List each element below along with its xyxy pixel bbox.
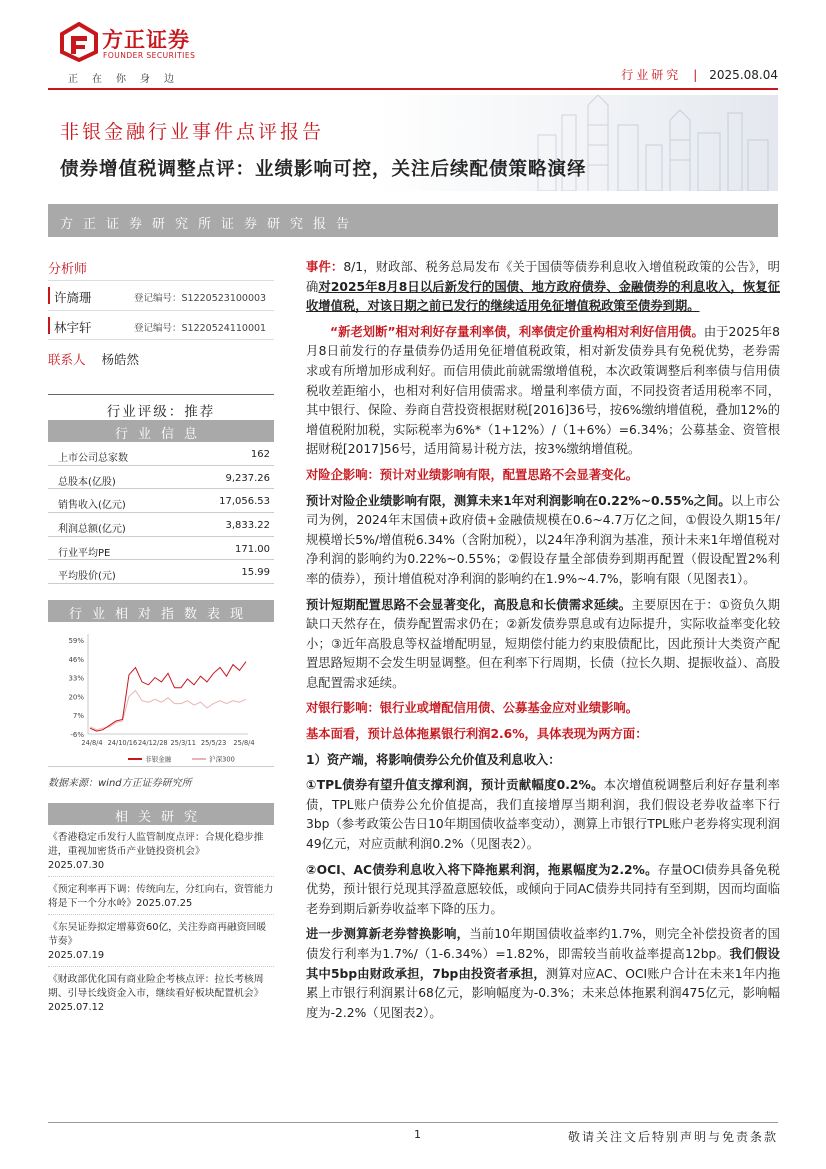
- paragraph-text: 以上市公司为例，2024年末国债+政府债+金融债规模在0.6~4.7万亿之间，①假设久期15年/规模增长5%/增值税6.34%（含附加税），以24年净利润为基准，预计未来1年增值税对净利润的影响约为0.22%~0.55%；②假设存量全部债券到期再配置（假设配置2%利率的债券），预计增值税对净利润的影响约在1.9%~4.7%，影响有限（见图表1）。: [306, 493, 780, 586]
- related-report[interactable]: [48, 831, 274, 877]
- info-key: 上市公司总家数: [58, 453, 128, 464]
- report-type: 非银金融行业事件点评报告: [60, 121, 325, 143]
- info-key: 平均股价(元): [58, 571, 116, 583]
- info-row: [48, 560, 274, 584]
- legend-label: 沪深300: [209, 755, 235, 764]
- paragraph-bold: ②OCI、AC债券利息收入将下降拖累利润，拖累幅度为2.2%。: [306, 862, 658, 877]
- paragraph: [306, 861, 780, 920]
- info-row: [48, 489, 274, 513]
- related-report[interactable]: [48, 973, 274, 1018]
- paragraph-bold: 我们假设其中5bp由财政承担，7bp由投资者承担，: [306, 947, 780, 981]
- paragraph-bold: 1）资产端，将影响债券公允价值及利息收入：: [306, 752, 561, 767]
- paragraph-bold: 预计对险企业绩影响有限，测算未来1年对利润影响在0.22%~0.55%之间。: [306, 493, 731, 508]
- analyst-row: [48, 280, 274, 310]
- paragraph: [306, 492, 780, 590]
- related-report-date: 2025.07.30: [48, 860, 105, 872]
- x-tick-label: 25/5/23: [200, 739, 227, 748]
- footer-divider: [48, 1122, 778, 1123]
- related-report-title[interactable]: 《香港稳定币发行人监管制度点评：合规化稳步推进，重视加密货币产业链投资机会》: [48, 832, 264, 858]
- info-key: 总股本(亿股): [58, 476, 116, 488]
- x-tick-label: 24/12/28: [137, 739, 168, 748]
- paragraph-text: 当前10年期国债收益率约1.7%，则完全补偿投资者的国债发行利率为1.7%/（1-6.34%）=1.82%，即需较当前收益率提高12bp。: [306, 927, 780, 961]
- info-value: 9,237.26: [225, 472, 270, 484]
- page-number: 1: [414, 1128, 421, 1141]
- x-tick-label: 24/8/4: [81, 739, 103, 748]
- related-report[interactable]: [48, 921, 274, 967]
- info-value: 162: [250, 449, 270, 460]
- insurer-heading: [306, 466, 780, 486]
- contact: [48, 350, 274, 368]
- analyst-heading: 分析师: [48, 262, 88, 277]
- slogan: 正在你身边: [68, 74, 188, 85]
- y-tick-label: -6%: [70, 731, 84, 740]
- related-report-title[interactable]: [48, 973, 274, 1015]
- info-key: 销售收入(亿元): [58, 500, 126, 512]
- paragraph-bold: ①TPL债券有望升值支撑利润，预计贡献幅度0.2%。: [306, 778, 604, 793]
- info-row: [48, 442, 274, 466]
- event-text: 8/1，财政部、税务总局发布《关于国债等债券利息收入增值税政策的公告》，明确: [306, 260, 780, 294]
- y-tick-label: 59%: [68, 637, 84, 646]
- info-value: 17,056.53: [219, 496, 270, 508]
- industry-rating: 行业评级：推荐: [48, 394, 274, 420]
- paragraph: [306, 776, 780, 854]
- paragraph: [306, 596, 780, 694]
- paragraph-text: 主要原因在于：①资负久期缺口天然存在，债券配置需求仍在；②新发债券票息或有边际提升，实际收益率变化较小；③近年高股息等权益增配明显，短期偿付能力约束股债配比，因此预计大类资产配置思路短期不会发生明显调整。但在利率下行周期，长债（拉长久期、提振收益）、高股息配置需求延续。: [306, 597, 780, 690]
- related-report-date: 2025.07.12: [48, 1002, 105, 1014]
- logo-en: FOUNDER SECURITIES: [103, 51, 196, 60]
- paragraph: [306, 751, 780, 771]
- info-value: 171.00: [235, 543, 270, 555]
- paragraph: [306, 323, 780, 460]
- contact-label: 联系人: [48, 352, 86, 367]
- related-report-title[interactable]: [48, 921, 274, 949]
- event-heading: 事件：: [306, 260, 344, 274]
- institute-label: 方正证券研究所证券研究报告: [60, 217, 360, 232]
- header-separator: |: [693, 68, 698, 82]
- analyst-name: 许旖珊: [54, 290, 92, 305]
- legend-label: 非银金融: [145, 755, 172, 764]
- y-tick-label: 46%: [68, 655, 84, 664]
- bank-heading: [306, 699, 780, 719]
- paragraph-text: 由于2025年8月8日前发行的存量债券仍适用免征增值税政策，相对新发债券具有免税优势，老券需求或有所增加形成利好。而信用债此前就需缴增值税，本次政策调整后利率债与信用债税收差距缩小，也相对利好信用债需求。增量利率债方面，不同投资者适用税率不同，其中银行、保险、券商自营投资根据财税[2016]36号，按6%缴纳增值税，叠加12%的增值税附加税，实际税率为6%*（1+12%）/（1+6%）=6.34%；公募基金、资管根据财税[2017]56号，适用简易计税方法，按3%缴纳增值税。: [306, 324, 780, 457]
- section-heading: 对银行影响：银行业或增配信用债、公募基金应对业绩影响。: [306, 701, 639, 716]
- info-row: [48, 466, 274, 490]
- related-report-title[interactable]: [48, 883, 274, 911]
- section-heading: “新老划断”相对利好存量利率债，利率债定价重构相对利好信用债。: [330, 324, 704, 339]
- paragraph: [306, 925, 780, 1023]
- logo-cn: 方正证券: [102, 28, 190, 52]
- info-value: 3,833.22: [225, 520, 270, 532]
- performance-chart: [48, 622, 274, 767]
- x-tick-label: 25/3/11: [170, 739, 196, 748]
- related-report-text[interactable]: 《预定利率再下调：传统向左，分红向右，资管能力将是下一个分水岭》: [48, 884, 274, 910]
- x-tick-label: 25/8/4: [233, 739, 255, 748]
- related-report-date: 2025.07.19: [48, 950, 105, 962]
- event-paragraph: [306, 258, 780, 317]
- y-tick-label: 7%: [72, 712, 84, 721]
- report-date: 2025.08.04: [709, 68, 778, 82]
- footer-disclaimer: 敬请关注文后特别声明与免责条款: [567, 1130, 778, 1144]
- event-emphasis: 对2025年8月8日以后新发行的国债、地方政府债券、金融债券的利息收入，恢复征收增值税，对该日期之前已发行的继续适用免征增值税政策至债券到期。: [306, 279, 780, 314]
- paragraph-bold: 基本面看，预计总体拖累银行利润2.6%，具体表现为两方面：: [306, 727, 648, 742]
- analyst-marker: [48, 287, 50, 304]
- analyst-marker: [48, 317, 50, 334]
- section-heading: 对险企影响：预计对业绩影响有限，配置思路不会显著变化。: [306, 467, 639, 482]
- analyst-name: 林宇轩: [54, 320, 92, 335]
- related-report-text[interactable]: 《财政部优化国有商业险企考核点评：拉长考核周期、引导长线资金入市，继续看好板块配置机会》: [48, 974, 264, 1000]
- info-row: [48, 537, 274, 561]
- related-report-date: 2025.07.25: [136, 898, 193, 910]
- y-tick-label: 33%: [68, 674, 84, 683]
- founder-logo-icon: [60, 22, 98, 62]
- performance-heading: 行业相对指数表现: [48, 600, 274, 622]
- analyst-row: [48, 310, 274, 340]
- performance-chart-svg: [48, 622, 274, 767]
- header-meta: [621, 66, 778, 83]
- title-band: [48, 95, 778, 191]
- info-value: 15.99: [241, 567, 270, 579]
- industry-info-heading: 行业信息: [48, 420, 274, 442]
- institute-bar: [48, 204, 778, 237]
- series-line: [90, 691, 246, 730]
- analyst-reg: 登记编号：S1220523100003: [134, 293, 267, 304]
- paragraph-text: 存量OCI债券具备免税优势，预计银行兑现其浮盈意愿较低，或倾向于同AC债券共同持有至到期，因而均面临老券到期后新券收益率下降的压力。: [306, 862, 780, 916]
- chart-source: 数据来源：wind方正证券研究所: [48, 778, 192, 790]
- paragraph-text: 测算对应AC、OCI账户合计在未来1年内拖累上市银行利润累计68亿元，影响幅度为-0.3%；未来总体拖累利润475亿元，影响幅度为-2.2%（见图表2）。: [306, 966, 781, 1020]
- header-divider: [48, 88, 778, 90]
- paragraph-bold: 预计短期配置思路不会显著变化，高股息和长债需求延续。: [306, 597, 632, 612]
- related-research-heading: 相关研究: [48, 803, 274, 825]
- contact-name: 杨皓然: [101, 352, 140, 367]
- related-report-text[interactable]: 《东吴证券拟定增募资60亿，关注券商再融资回暖节奏》: [48, 922, 267, 948]
- paragraph-bold: 进一步测算新老券替换影响，: [306, 927, 470, 942]
- related-report[interactable]: [48, 883, 274, 915]
- info-row: [48, 513, 274, 537]
- industry-info-table: [48, 442, 274, 584]
- paragraph: [306, 725, 780, 745]
- info-key: 利润总额(亿元): [58, 524, 126, 536]
- paragraph-text: 本次增值税调整后利好存量利率债，TPL账户债券公允价值提高，我们直接增厚当期利润，我们假设老券收益率下行3bp（参考政策公告日10年期国债收益率变动），测算上市银行TPL账户老券将实现利润49亿元，对应贡献利润0.2%（见图表2）。: [306, 778, 780, 852]
- sidebar: [48, 258, 274, 1018]
- report-category: 行业研究: [621, 68, 682, 82]
- y-tick-label: 20%: [68, 693, 84, 702]
- main-content: [306, 258, 780, 1029]
- series-line: [90, 662, 246, 731]
- info-key: 行业平均PE: [58, 547, 111, 559]
- analyst-reg: 登记编号：S1220524110001: [134, 323, 267, 334]
- x-tick-label: 24/10/16: [107, 739, 138, 748]
- report-title: 债券增值税调整点评：业绩影响可控，关注后续配债策略演绎: [60, 159, 587, 180]
